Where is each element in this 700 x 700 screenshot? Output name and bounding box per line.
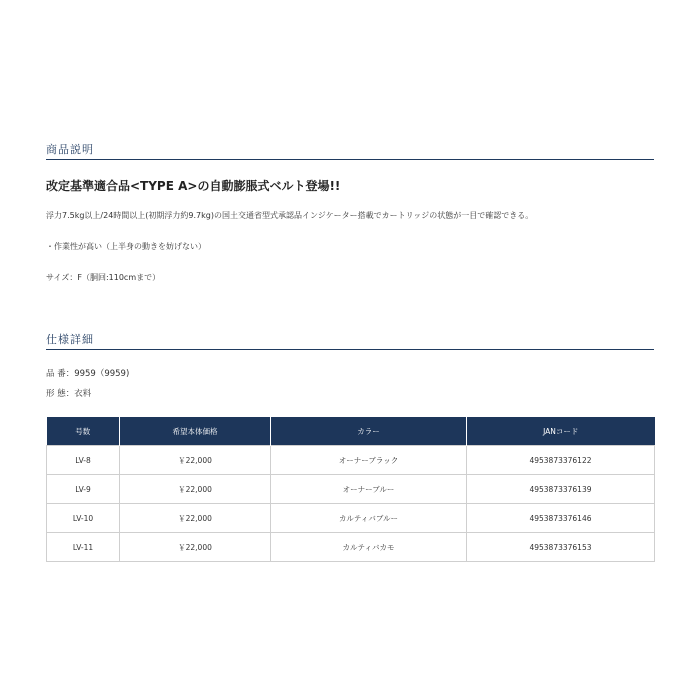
cell-price: ￥22,000 <box>120 475 271 504</box>
cell-color: カルティバブルー <box>271 504 467 533</box>
column-header-price: 希望本体価格 <box>120 417 271 446</box>
column-header-size-number: 号数 <box>47 417 120 446</box>
column-header-jan-code: JANコード <box>467 417 655 446</box>
table-row <box>47 504 655 533</box>
size-info: サイズ：F（胴回:110cmまで） <box>46 273 161 282</box>
cell-color: オーナーブラック <box>271 446 467 475</box>
table-row <box>47 533 655 562</box>
cell-price: ￥22,000 <box>120 504 271 533</box>
spec-table <box>46 417 655 562</box>
cell-size-number: LV-9 <box>47 475 120 504</box>
cell-size-number: LV-8 <box>47 446 120 475</box>
product-lead: 改定基準適合品<TYPE A>の自動膨脹式ベルト登場!! <box>46 179 341 193</box>
table-header-row <box>47 417 655 446</box>
cell-jan-code: 4953873376146 <box>467 504 655 533</box>
product-description: 浮力7.5kg以上/24時間以上(初期浮力約9.7kg)の国土交通省型式承認品インジケーター搭載でカートリッジの状態が一目で確認できる。 <box>46 211 534 220</box>
product-form: 形 態：衣料 <box>46 389 92 399</box>
table-row <box>47 446 655 475</box>
cell-jan-code: 4953873376153 <box>467 533 655 562</box>
cell-color: オーナーブルー <box>271 475 467 504</box>
cell-size-number: LV-11 <box>47 533 120 562</box>
section-heading-specs: 仕様詳細 <box>46 333 654 350</box>
cell-price: ￥22,000 <box>120 533 271 562</box>
cell-price: ￥22,000 <box>120 446 271 475</box>
cell-size-number: LV-10 <box>47 504 120 533</box>
feature-bullet: ・作業性が高い（上半身の動きを妨げない） <box>46 242 206 251</box>
section-heading-description: 商品説明 <box>46 143 654 160</box>
cell-jan-code: 4953873376122 <box>467 446 655 475</box>
cell-jan-code: 4953873376139 <box>467 475 655 504</box>
column-header-color: カラー <box>271 417 467 446</box>
table-row <box>47 475 655 504</box>
cell-color: カルティバカモ <box>271 533 467 562</box>
product-number: 品 番：9959（9959) <box>46 369 130 379</box>
